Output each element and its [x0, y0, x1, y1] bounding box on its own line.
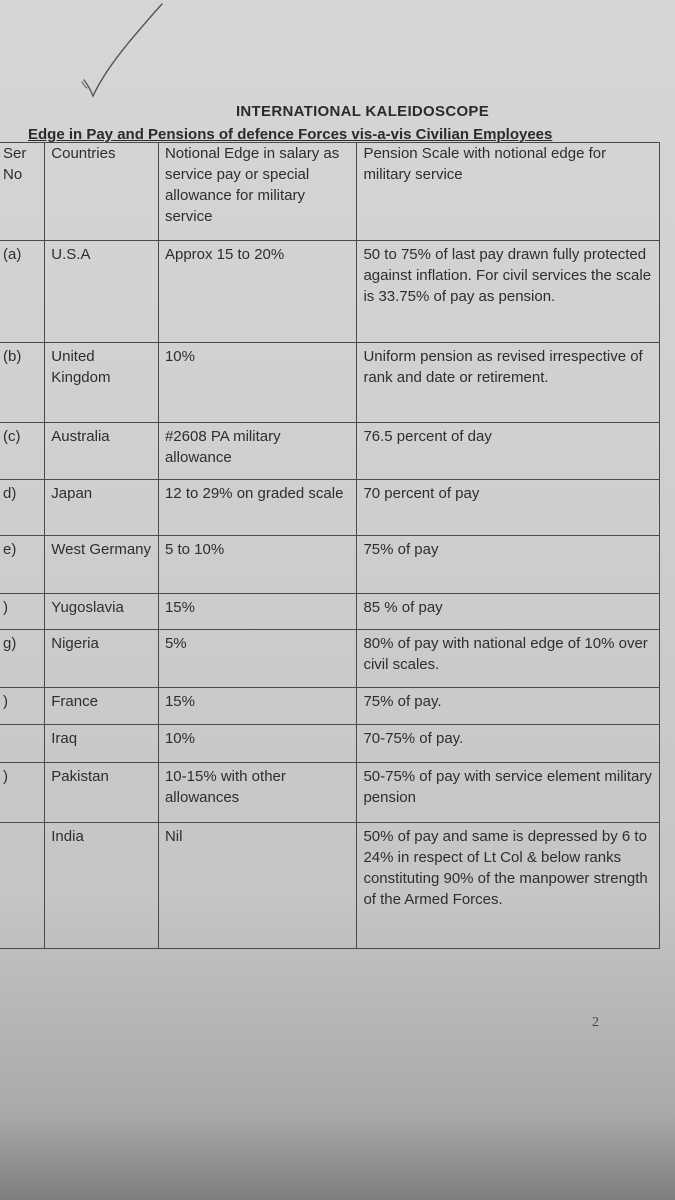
- cell-country: Pakistan: [45, 763, 159, 823]
- cell-ser: ): [0, 594, 45, 630]
- cell-pension: 50% of pay and same is depressed by 6 to 24% in respect of Lt Col & below ranks constituting 90% of the manpower strength of the Armed Forces.: [357, 823, 660, 949]
- header-notional-edge: Notional Edge in salary as service pay or special allowance for military service: [158, 143, 356, 241]
- cell-pension: 75% of pay.: [357, 688, 660, 725]
- cell-edge: 10%: [158, 725, 356, 763]
- header-pension-scale: Pension Scale with notional edge for military service: [357, 143, 660, 241]
- table-row: [0, 423, 660, 480]
- table-row: [0, 241, 660, 343]
- handwritten-tick-mark: [60, 0, 170, 110]
- cell-ser: e): [0, 536, 45, 594]
- header-countries: Countries: [45, 143, 159, 241]
- cell-edge: 5%: [158, 630, 356, 688]
- cell-ser: [0, 823, 45, 949]
- cell-pension: 75% of pay: [357, 536, 660, 594]
- cell-pension: Uniform pension as revised irrespective of rank and date or retirement.: [357, 343, 660, 423]
- cell-country: West Germany: [45, 536, 159, 594]
- table-row: [0, 725, 660, 763]
- cell-ser: (b): [0, 343, 45, 423]
- cell-edge: 10%: [158, 343, 356, 423]
- cell-ser: d): [0, 480, 45, 536]
- cell-edge: 5 to 10%: [158, 536, 356, 594]
- cell-edge: 15%: [158, 594, 356, 630]
- table-row: [0, 763, 660, 823]
- cell-ser: (c): [0, 423, 45, 480]
- cell-country: France: [45, 688, 159, 725]
- cell-country: U.S.A: [45, 241, 159, 343]
- table-header-row: [0, 143, 660, 241]
- document-title: INTERNATIONAL KALEIDOSCOPE: [235, 103, 490, 120]
- table-row: [0, 343, 660, 423]
- cell-pension: 80% of pay with national edge of 10% over civil scales.: [357, 630, 660, 688]
- table-row: [0, 536, 660, 594]
- table-row: [0, 688, 660, 725]
- cell-ser: g): [0, 630, 45, 688]
- cell-country: India: [45, 823, 159, 949]
- cell-edge: #2608 PA military allowance: [158, 423, 356, 480]
- cell-edge: Nil: [158, 823, 356, 949]
- cell-pension: 50 to 75% of last pay drawn fully protected against inflation. For civil services the scale is 33.75% of pay as pension.: [357, 241, 660, 343]
- table-row: [0, 480, 660, 536]
- table-row: [0, 630, 660, 688]
- cell-pension: 85 % of pay: [357, 594, 660, 630]
- header-ser-no: Ser No: [0, 143, 45, 241]
- cell-country: Japan: [45, 480, 159, 536]
- cell-edge: 15%: [158, 688, 356, 725]
- cell-country: United Kingdom: [45, 343, 159, 423]
- cell-pension: 70-75% of pay.: [357, 725, 660, 763]
- page-number: 2: [592, 1015, 599, 1030]
- cell-country: Iraq: [45, 725, 159, 763]
- cell-edge: Approx 15 to 20%: [158, 241, 356, 343]
- cell-ser: ): [0, 688, 45, 725]
- cell-country: Nigeria: [45, 630, 159, 688]
- cell-country: Yugoslavia: [45, 594, 159, 630]
- cell-ser: (a): [0, 241, 45, 343]
- cell-edge: 10-15% with other allowances: [158, 763, 356, 823]
- pay-pension-table: [0, 142, 660, 949]
- table-row: [0, 594, 660, 630]
- cell-ser: ): [0, 763, 45, 823]
- document-subtitle: Edge in Pay and Pensions of defence Forces vis-a-vis Civilian Employees: [28, 126, 553, 143]
- cell-pension: 70 percent of pay: [357, 480, 660, 536]
- cell-edge: 12 to 29% on graded scale: [158, 480, 356, 536]
- cell-country: Australia: [45, 423, 159, 480]
- table-row: [0, 823, 660, 949]
- cell-ser: [0, 725, 45, 763]
- cell-pension: 50-75% of pay with service element military pension: [357, 763, 660, 823]
- cell-pension: 76.5 percent of day: [357, 423, 660, 480]
